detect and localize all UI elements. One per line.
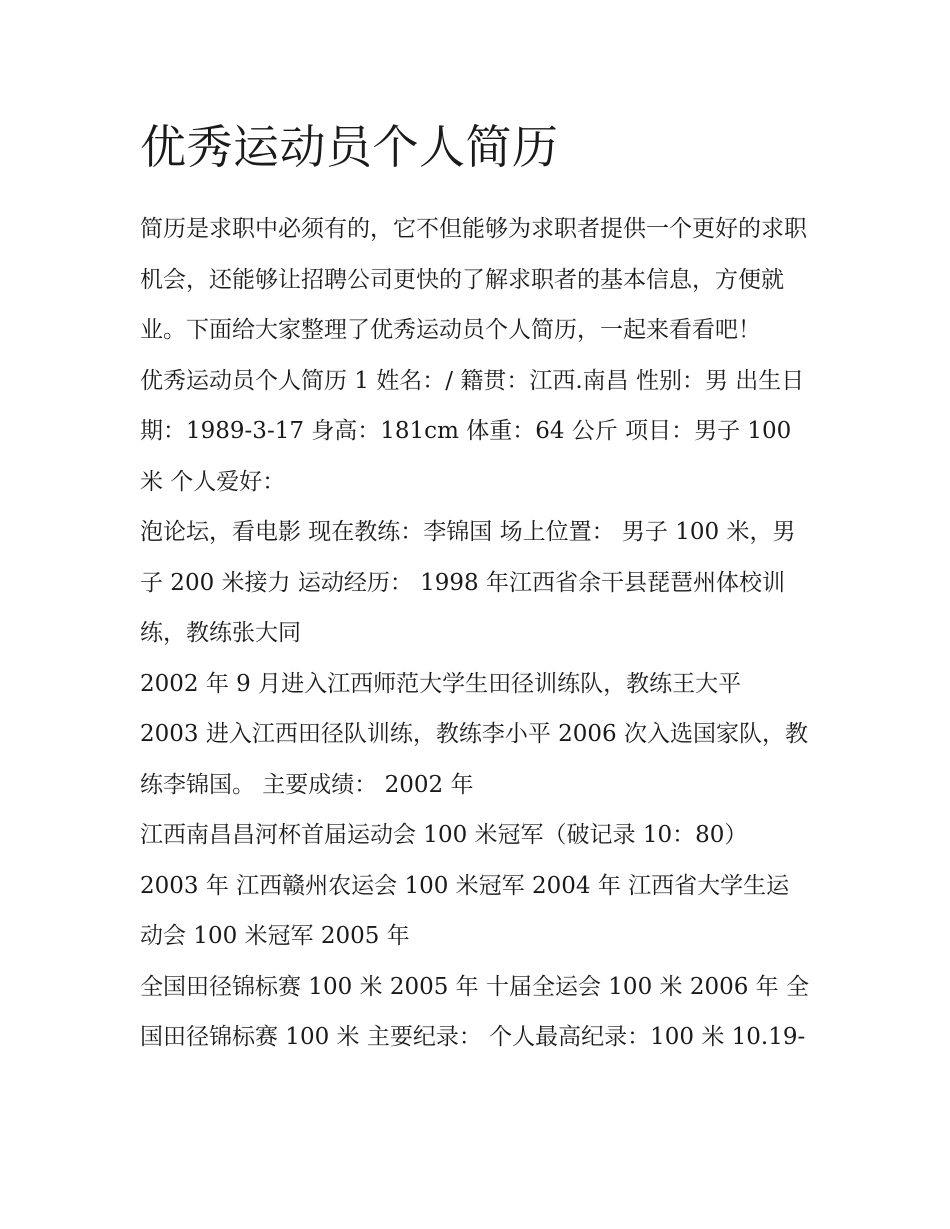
document-body bbox=[140, 204, 810, 1063]
intro-paragraph: 简历是求职中必须有的，它不但能够为求职者提供一个更好的求职机会，还能够让招聘公司更快的了解求职者的基本信息，方便就业。下面给大家整理了优秀运动员个人简历，一起来看看吧！ bbox=[140, 216, 807, 343]
document-page bbox=[140, 112, 810, 1063]
resume-experience-2003: 2003 进入江西田径队训练，教练李小平 2006 次入选国家队，教练李锦国。 主要成绩： 2002 年 bbox=[140, 721, 808, 798]
document-title: 优秀运动员个人简历 bbox=[140, 120, 559, 174]
resume-experience-2002: 2002 年 9 月进入江西师范大学生田径训练队，教练王大平 bbox=[140, 670, 742, 697]
resume-result-records: 全国田径锦标赛 100 米 2005 年 十届全运会 100 米 2006 年 全国田径锦标赛 100 米 主要纪录： 个人最高纪录：100 米 10.19- bbox=[140, 973, 809, 1050]
resume-basic-info: 优秀运动员个人简历 1 姓名：/ 籍贯：江西.南昌 性别：男 出生日期：1989-3-17 身高：181cm 体重：64 公斤 项目：男子 100 米 个人爱好： bbox=[140, 367, 805, 495]
resume-result-2003-2005: 2003 年 江西赣州农运会 100 米冠军 2004 年 江西省大学生运动会 100 米冠军 2005 年 bbox=[140, 872, 790, 949]
resume-result-2002: 江西南昌昌河杯首届运动会 100 米冠军（破记录 10：80） bbox=[140, 822, 748, 848]
resume-hobbies-coach: 泡论坛，看电影 现在教练：李锦国 场上位置： 男子 100 米，男子 200 米接力 运动经历： 1998 年江西省余干县琵琶州体校训练，教练张大同 bbox=[140, 519, 796, 646]
